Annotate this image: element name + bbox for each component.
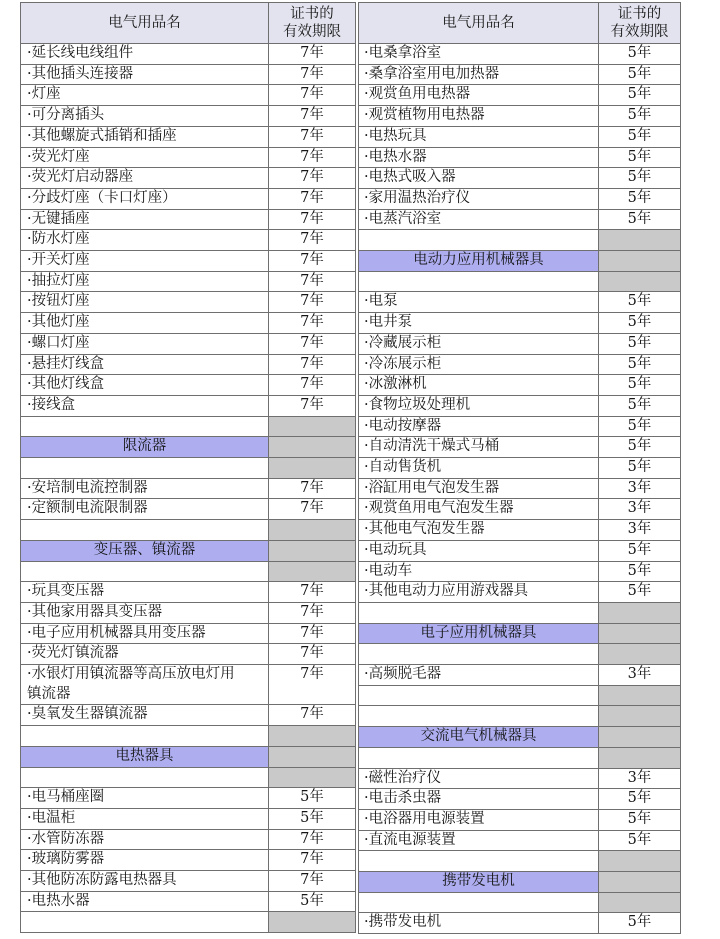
validity-period: 5年	[599, 437, 681, 458]
validity-period: 7年	[269, 334, 356, 355]
item-name: ·电桑拿浴室	[359, 44, 599, 65]
item-name: ·其他螺旋式插销和插座	[21, 127, 269, 148]
validity-period: 7年	[269, 479, 356, 500]
table-row	[359, 913, 681, 934]
validity-period: 5年	[599, 810, 681, 831]
period-cell-blank	[599, 272, 681, 293]
section-header-row	[359, 872, 681, 893]
period-cell-blank	[599, 706, 681, 727]
table-row	[359, 375, 681, 396]
validity-period: 7年	[269, 355, 356, 376]
validity-period: 7年	[269, 148, 356, 169]
validity-period: 5年	[599, 106, 681, 127]
item-name: ·桑拿浴室用电加热器	[359, 65, 599, 86]
table-row	[359, 85, 681, 106]
item-name: ·其他家用器具变压器	[21, 603, 269, 624]
validity-period: 7年	[269, 272, 356, 293]
empty-row	[21, 726, 356, 747]
table-row	[21, 396, 356, 417]
period-cell-blank	[599, 230, 681, 251]
empty-name-cell	[359, 706, 599, 727]
item-name: ·电子应用机械器具用变压器	[21, 624, 269, 645]
table-row	[21, 65, 356, 86]
table-row	[21, 705, 356, 726]
item-name: ·电泵	[359, 292, 599, 313]
item-name: ·自动清洗干燥式马桶	[359, 437, 599, 458]
item-name: ·观赏鱼用电热器	[359, 85, 599, 106]
validity-period: 7年	[269, 665, 356, 705]
table-row	[21, 850, 356, 871]
item-name: ·荧光灯座	[21, 148, 269, 169]
item-name: ·抽拉灯座	[21, 272, 269, 293]
empty-row	[359, 686, 681, 707]
empty-name-cell	[21, 417, 269, 438]
period-cell-blank	[269, 562, 356, 583]
empty-name-cell	[21, 912, 269, 933]
item-name: ·电击杀虫器	[359, 789, 599, 810]
period-cell-blank	[269, 726, 356, 747]
period-cell-blank	[269, 747, 356, 768]
name-column-header	[359, 3, 599, 44]
section-header-row	[21, 747, 356, 768]
item-name: ·其他插头连接器	[21, 65, 269, 86]
item-name: ·高频脱毛器	[359, 665, 599, 686]
item-name: ·其他灯线盒	[21, 375, 269, 396]
validity-period: 7年	[269, 44, 356, 65]
table-row	[21, 168, 356, 189]
validity-period: 5年	[599, 313, 681, 334]
validity-period: 5年	[599, 417, 681, 438]
item-name: ·电热玩具	[359, 127, 599, 148]
table-row	[21, 106, 356, 127]
table-row	[359, 769, 681, 790]
section-title: 变压器、镇流器	[21, 541, 269, 562]
table-row	[21, 272, 356, 293]
period-cell-blank	[269, 458, 356, 479]
item-name: ·自动售货机	[359, 458, 599, 479]
table-row	[359, 189, 681, 210]
empty-name-cell	[359, 230, 599, 251]
right-table	[358, 2, 681, 934]
table-header-row	[359, 3, 681, 44]
table-row	[359, 810, 681, 831]
validity-period: 7年	[269, 705, 356, 726]
item-name: ·防水灯座	[21, 230, 269, 251]
item-name: ·电热式吸入器	[359, 168, 599, 189]
item-name: ·其他防冻防露电热器具	[21, 871, 269, 892]
item-name: ·电动车	[359, 562, 599, 583]
period-cell-blank	[599, 644, 681, 665]
item-name: ·电热水器	[21, 892, 269, 913]
table-row	[21, 582, 356, 603]
validity-period: 5年	[599, 85, 681, 106]
table-row	[359, 582, 681, 603]
table-row	[21, 334, 356, 355]
period-header-line1: 证书的	[290, 6, 334, 22]
table-row	[359, 417, 681, 438]
empty-name-cell	[359, 644, 599, 665]
table-row	[21, 230, 356, 251]
period-cell-blank	[269, 417, 356, 438]
section-title: 电动力应用机械器具	[359, 251, 599, 272]
empty-name-cell	[21, 768, 269, 789]
empty-row	[21, 768, 356, 789]
validity-period: 5年	[599, 148, 681, 169]
validity-period: 7年	[269, 85, 356, 106]
validity-period: 7年	[269, 313, 356, 334]
table-row	[21, 355, 356, 376]
item-name: ·电温柜	[21, 809, 269, 830]
table-row	[21, 809, 356, 830]
item-name: ·电动按摩器	[359, 417, 599, 438]
table-row	[359, 541, 681, 562]
table-row	[359, 44, 681, 65]
validity-period: 5年	[269, 809, 356, 830]
item-name: ·灯座	[21, 85, 269, 106]
validity-period: 5年	[269, 892, 356, 913]
validity-period: 7年	[269, 644, 356, 665]
empty-name-cell	[21, 458, 269, 479]
empty-name-cell	[359, 851, 599, 872]
validity-period: 5年	[599, 355, 681, 376]
table-row	[359, 665, 681, 686]
table-row	[359, 437, 681, 458]
validity-period: 7年	[269, 499, 356, 520]
period-header-line2: 有效期限	[283, 24, 341, 40]
section-title: 电热器具	[21, 747, 269, 768]
empty-row	[21, 520, 356, 541]
empty-row	[359, 748, 681, 769]
section-header-row	[359, 624, 681, 645]
empty-row	[21, 417, 356, 438]
period-cell-blank	[269, 520, 356, 541]
item-name: ·家用温热治疗仪	[359, 189, 599, 210]
validity-period: 5年	[599, 582, 681, 603]
section-header-row	[359, 727, 681, 748]
empty-name-cell	[359, 272, 599, 293]
table-row	[21, 624, 356, 645]
empty-row	[359, 851, 681, 872]
item-name: ·电马桶座圈	[21, 788, 269, 809]
table-row	[359, 458, 681, 479]
validity-period: 5年	[599, 292, 681, 313]
section-title: 限流器	[21, 437, 269, 458]
table-row	[21, 251, 356, 272]
empty-row	[359, 893, 681, 914]
table-row	[359, 65, 681, 86]
period-cell-blank	[269, 541, 356, 562]
item-name: ·玩具变压器	[21, 582, 269, 603]
empty-row	[21, 912, 356, 933]
period-column-header	[269, 3, 356, 44]
item-name: ·无键插座	[21, 210, 269, 231]
item-name: ·电动玩具	[359, 541, 599, 562]
empty-name-cell	[21, 520, 269, 541]
period-cell-blank	[599, 603, 681, 624]
empty-name-cell	[359, 603, 599, 624]
table-row	[359, 106, 681, 127]
item-name: ·开关灯座	[21, 251, 269, 272]
validity-period: 5年	[599, 541, 681, 562]
validity-period: 7年	[269, 65, 356, 86]
empty-name-cell	[359, 686, 599, 707]
validity-period: 3年	[599, 499, 681, 520]
item-name: ·荧光灯镇流器	[21, 644, 269, 665]
item-name: ·臭氧发生器镇流器	[21, 705, 269, 726]
validity-period: 7年	[269, 375, 356, 396]
table-row	[359, 168, 681, 189]
table-row	[359, 396, 681, 417]
item-name: ·其他灯座	[21, 313, 269, 334]
validity-period: 5年	[599, 210, 681, 231]
item-name: ·冷藏展示柜	[359, 334, 599, 355]
item-name: ·磁性治疗仪	[359, 769, 599, 790]
item-name: ·冷冻展示柜	[359, 355, 599, 376]
left-table	[20, 2, 356, 933]
empty-row	[359, 230, 681, 251]
item-name: ·电浴器用电源装置	[359, 810, 599, 831]
validity-period: 7年	[269, 210, 356, 231]
item-name: ·冰激淋机	[359, 375, 599, 396]
name-column-header-label: 电气用品名	[442, 15, 515, 31]
item-name: ·观赏鱼用电气泡发生器	[359, 499, 599, 520]
period-cell-blank	[269, 437, 356, 458]
empty-name-cell	[21, 562, 269, 583]
validity-period: 7年	[269, 230, 356, 251]
table-row	[359, 334, 681, 355]
table-row	[21, 830, 356, 851]
validity-period: 7年	[269, 871, 356, 892]
validity-period: 5年	[599, 189, 681, 210]
validity-period: 7年	[269, 251, 356, 272]
item-name: ·电热水器	[359, 148, 599, 169]
validity-period: 3年	[599, 479, 681, 500]
item-name: ·水管防冻器	[21, 830, 269, 851]
table-row	[359, 789, 681, 810]
validity-period: 5年	[599, 913, 681, 934]
period-header-line1: 证书的	[617, 6, 662, 22]
section-title: 交流电气机械器具	[359, 727, 599, 748]
name-column-header-label: 电气用品名	[108, 15, 181, 31]
table-row	[21, 44, 356, 65]
period-column-header	[599, 3, 681, 44]
empty-row	[359, 706, 681, 727]
validity-period: 5年	[599, 789, 681, 810]
table-row	[359, 355, 681, 376]
table-row	[21, 603, 356, 624]
period-cell-blank	[599, 251, 681, 272]
table-row	[21, 644, 356, 665]
validity-period: 5年	[599, 831, 681, 852]
item-name: ·荧光灯启动器座	[21, 168, 269, 189]
item-name: ·定额制电流限制器	[21, 499, 269, 520]
empty-row	[21, 458, 356, 479]
table-row	[21, 479, 356, 500]
validity-period: 7年	[269, 582, 356, 603]
item-name: ·安培制电流控制器	[21, 479, 269, 500]
validity-period: 5年	[599, 562, 681, 583]
item-name: ·延长线电线组件	[21, 44, 269, 65]
table-row	[21, 499, 356, 520]
validity-period: 7年	[269, 292, 356, 313]
table-row	[21, 292, 356, 313]
table-row	[359, 292, 681, 313]
period-cell-blank	[599, 727, 681, 748]
section-header-row	[359, 251, 681, 272]
table-row	[359, 127, 681, 148]
period-cell-blank	[269, 768, 356, 789]
item-name: ·可分离插头	[21, 106, 269, 127]
name-column-header	[21, 3, 269, 44]
table-row	[359, 831, 681, 852]
validity-period: 7年	[269, 106, 356, 127]
table-row	[21, 375, 356, 396]
item-name: ·接线盒	[21, 396, 269, 417]
validity-period: 7年	[269, 603, 356, 624]
item-name: ·按钮灯座	[21, 292, 269, 313]
period-cell-blank	[599, 851, 681, 872]
period-cell-blank	[599, 686, 681, 707]
validity-period: 5年	[599, 127, 681, 148]
table-row	[21, 210, 356, 231]
item-name: ·其他电气泡发生器	[359, 520, 599, 541]
empty-row	[359, 272, 681, 293]
table-row	[359, 499, 681, 520]
table-row	[359, 148, 681, 169]
table-row	[21, 871, 356, 892]
table-header-row	[21, 3, 356, 44]
item-name: ·观赏植物用电热器	[359, 106, 599, 127]
validity-period: 7年	[269, 396, 356, 417]
validity-period: 5年	[599, 458, 681, 479]
validity-period: 7年	[269, 127, 356, 148]
validity-period: 5年	[599, 65, 681, 86]
period-cell-blank	[599, 872, 681, 893]
empty-row	[359, 644, 681, 665]
validity-period: 3年	[599, 665, 681, 686]
table-row	[359, 479, 681, 500]
empty-name-cell	[359, 893, 599, 914]
period-cell-blank	[599, 893, 681, 914]
empty-row	[21, 562, 356, 583]
validity-period: 5年	[599, 44, 681, 65]
period-header-line2: 有效期限	[610, 24, 669, 40]
period-cell-blank	[269, 912, 356, 933]
item-name: ·浴缸用电气泡发生器	[359, 479, 599, 500]
left-table-body	[21, 44, 356, 933]
item-name: ·悬挂灯线盒	[21, 355, 269, 376]
validity-period: 3年	[599, 520, 681, 541]
section-title: 携带发电机	[359, 872, 599, 893]
validity-period: 5年	[599, 375, 681, 396]
section-header-row	[21, 541, 356, 562]
item-name: ·玻璃防雾器	[21, 850, 269, 871]
table-row	[21, 892, 356, 913]
table-row	[359, 210, 681, 231]
item-name: ·食物垃圾处理机	[359, 396, 599, 417]
empty-name-cell	[21, 726, 269, 747]
item-name: ·电井泵	[359, 313, 599, 334]
period-cell-blank	[599, 748, 681, 769]
validity-period: 7年	[269, 850, 356, 871]
right-table-body	[359, 44, 681, 934]
validity-period: 3年	[599, 769, 681, 790]
validity-period: 7年	[269, 168, 356, 189]
table-row	[21, 85, 356, 106]
item-name: ·携带发电机	[359, 913, 599, 934]
table-row	[21, 189, 356, 210]
table-row	[21, 127, 356, 148]
item-name: ·电蒸汽浴室	[359, 210, 599, 231]
item-name: ·螺口灯座	[21, 334, 269, 355]
item-name: ·直流电源装置	[359, 831, 599, 852]
validity-period: 5年	[599, 396, 681, 417]
validity-period: 5年	[269, 788, 356, 809]
table-row	[21, 148, 356, 169]
section-header-row	[21, 437, 356, 458]
table-row	[21, 313, 356, 334]
table-row	[359, 520, 681, 541]
item-name: ·水银灯用镇流器等高压放电灯用 镇流器	[21, 665, 269, 705]
validity-period: 7年	[269, 189, 356, 210]
table-row	[359, 313, 681, 334]
validity-period: 5年	[599, 168, 681, 189]
table-row	[21, 665, 356, 705]
item-name: ·其他电动力应用游戏器具	[359, 582, 599, 603]
validity-period: 5年	[599, 334, 681, 355]
empty-row	[359, 603, 681, 624]
validity-period: 7年	[269, 830, 356, 851]
period-cell-blank	[599, 624, 681, 645]
table-row	[359, 562, 681, 583]
table-row	[21, 788, 356, 809]
section-title: 电子应用机械器具	[359, 624, 599, 645]
empty-name-cell	[359, 748, 599, 769]
item-name: ·分歧灯座（卡口灯座）	[21, 189, 269, 210]
validity-period: 7年	[269, 624, 356, 645]
